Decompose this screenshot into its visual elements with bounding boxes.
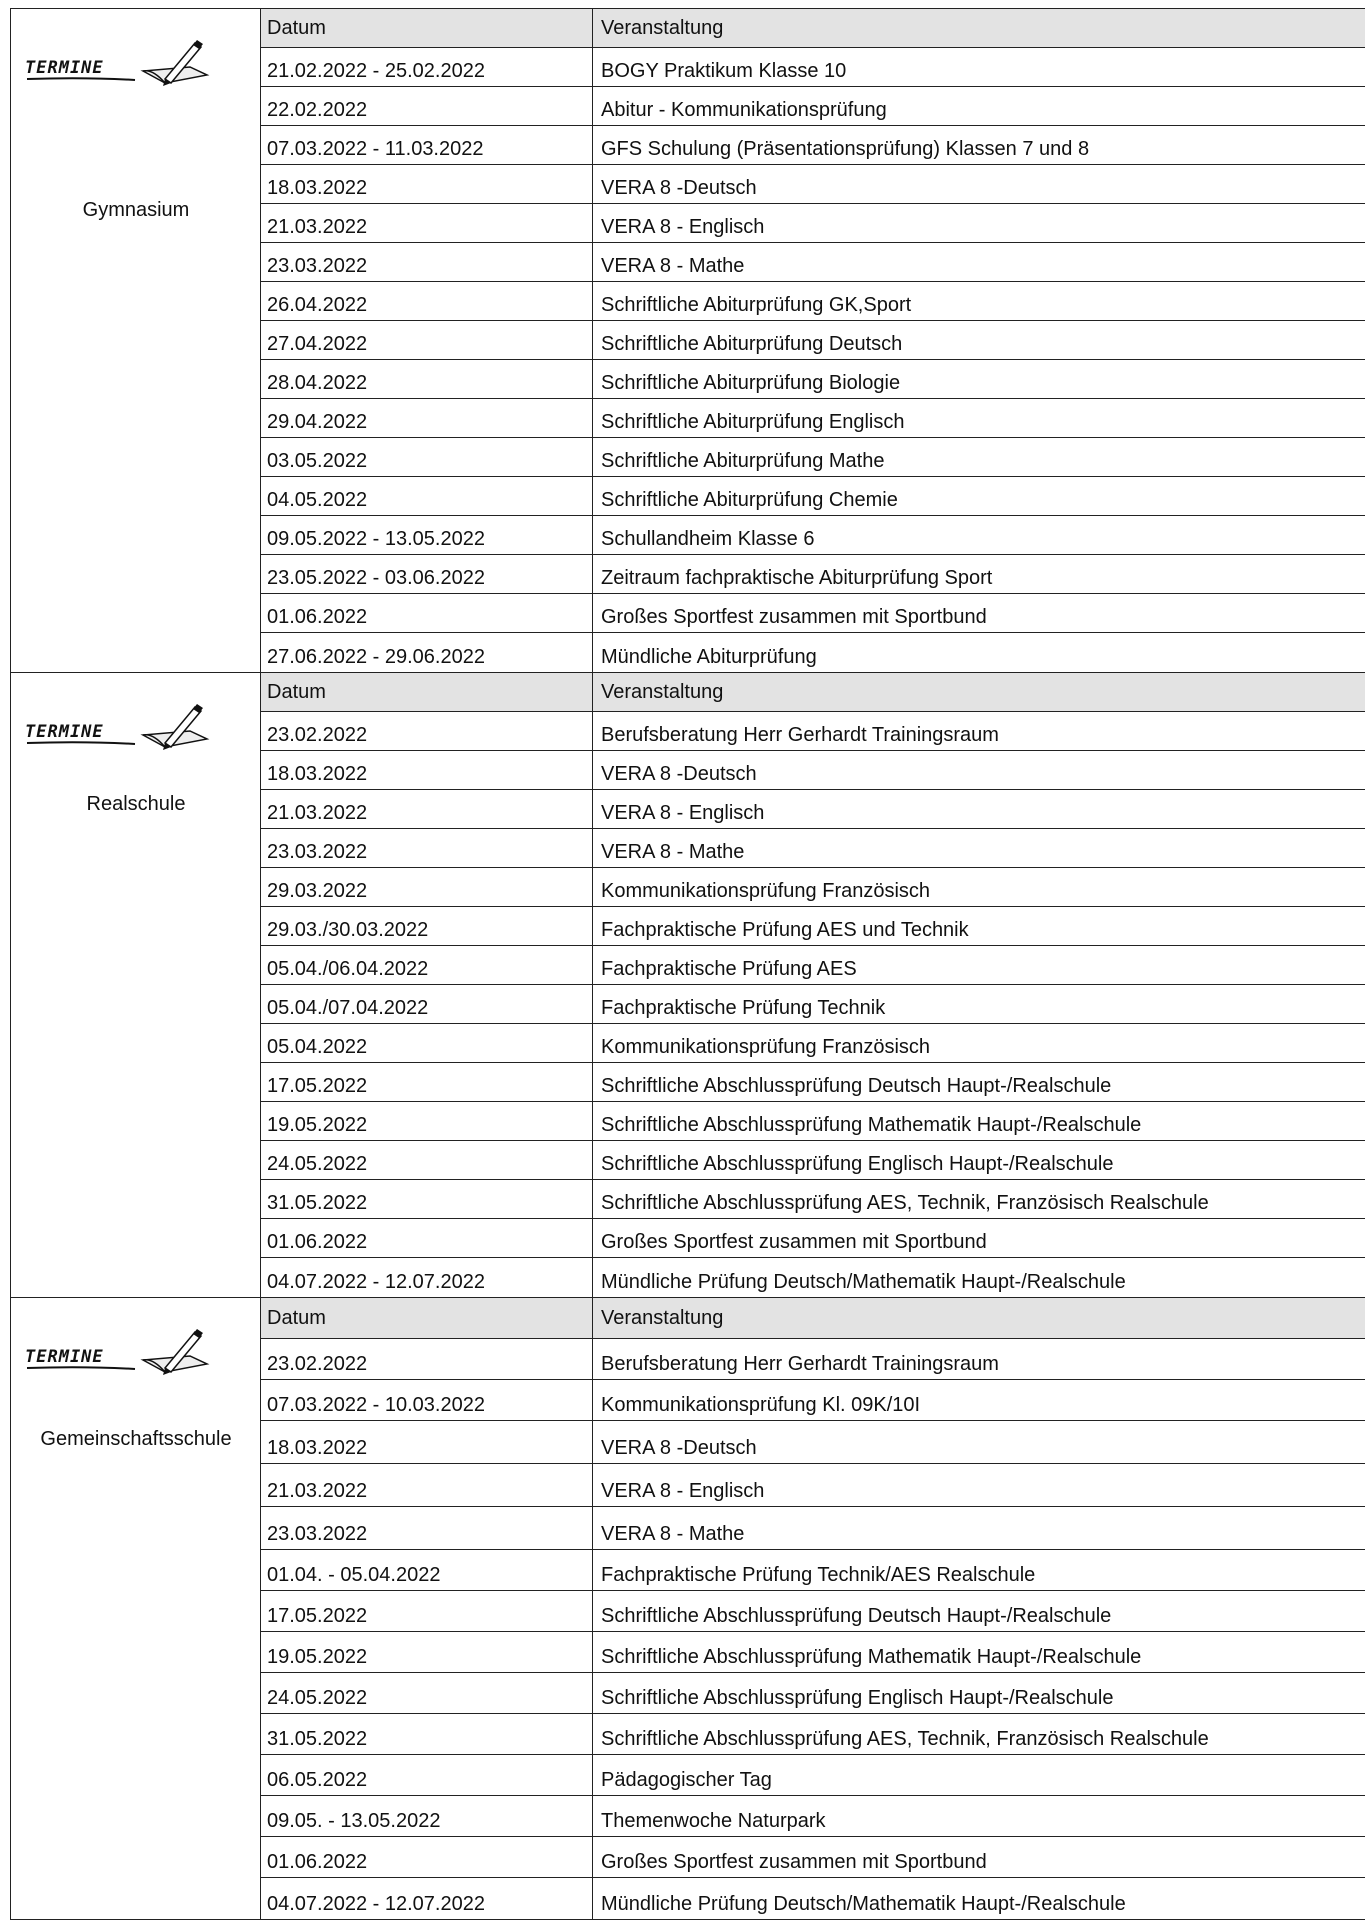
table-row (261, 87, 1365, 126)
table-row (261, 633, 1365, 672)
table-row (261, 1673, 1365, 1714)
date-cell: 01.06.2022 (261, 594, 593, 632)
date-cell: 23.03.2022 (261, 243, 593, 281)
date-cell: 22.02.2022 (261, 87, 593, 125)
date-cell: 27.04.2022 (261, 321, 593, 359)
table-row (261, 204, 1365, 243)
date-cell: 06.05.2022 (261, 1755, 593, 1795)
date-cell: 23.05.2022 - 03.06.2022 (261, 555, 593, 593)
date-cell: 18.03.2022 (261, 751, 593, 789)
date-cell: 05.04./06.04.2022 (261, 946, 593, 984)
date-cell: 01.06.2022 (261, 1219, 593, 1257)
date-cell: 23.02.2022 (261, 712, 593, 750)
table-row (261, 985, 1365, 1024)
table-row (261, 1141, 1365, 1180)
event-cell: Mündliche Abiturprüfung (601, 646, 817, 668)
date-cell: 19.05.2022 (261, 1102, 593, 1140)
event-cell: Schriftliche Abschlussprüfung Englisch Haupt-/Realschule (601, 1687, 1114, 1709)
date-cell: 01.04. - 05.04.2022 (261, 1550, 593, 1590)
date-cell: 23.03.2022 (261, 1507, 593, 1549)
table-row (261, 1258, 1365, 1297)
date-cell: 07.03.2022 - 11.03.2022 (261, 126, 593, 164)
table-row (261, 1219, 1365, 1258)
date-cell: 09.05.2022 - 13.05.2022 (261, 516, 593, 554)
svg-text:TERMINE: TERMINE (25, 58, 104, 78)
date-column-header: Datum (261, 673, 593, 711)
event-cell: Schriftliche Abschlussprüfung Mathematik Haupt-/Realschule (601, 1646, 1142, 1668)
event-cell: Kommunikationsprüfung Französisch (601, 880, 931, 902)
date-cell: 03.05.2022 (261, 438, 593, 476)
event-cell: Fachpraktische Prüfung AES und Technik (601, 919, 969, 941)
event-cell: VERA 8 - Englisch (601, 216, 765, 238)
table-header-row (261, 1298, 1365, 1339)
date-cell: 24.05.2022 (261, 1141, 593, 1179)
svg-text:TERMINE: TERMINE (25, 1347, 104, 1367)
table-row (261, 790, 1365, 829)
event-cell: VERA 8 -Deutsch (601, 1437, 757, 1459)
table-row (261, 282, 1365, 321)
table-row (261, 594, 1365, 633)
date-cell: 04.05.2022 (261, 477, 593, 515)
event-cell: Schriftliche Abiturprüfung Mathe (601, 450, 885, 472)
event-cell: GFS Schulung (Präsentationsprüfung) Klassen 7 und 8 (601, 138, 1090, 160)
date-column-header: Datum (261, 1298, 593, 1338)
table-row (261, 399, 1365, 438)
school-cell (11, 673, 261, 1297)
svg-text:TERMINE: TERMINE (25, 722, 104, 742)
table-row (261, 1550, 1365, 1591)
event-cell: VERA 8 - Englisch (601, 802, 765, 824)
date-cell: 24.05.2022 (261, 1673, 593, 1713)
date-cell: 21.02.2022 - 25.02.2022 (261, 48, 593, 86)
event-column-header: Veranstaltung (601, 1306, 724, 1329)
table-row (261, 1339, 1365, 1380)
event-cell: Schriftliche Abschlussprüfung Englisch Haupt-/Realschule (601, 1153, 1114, 1175)
date-cell: 17.05.2022 (261, 1063, 593, 1101)
date-cell: 17.05.2022 (261, 1591, 593, 1631)
table-row (261, 555, 1365, 594)
table-row (261, 1507, 1365, 1550)
event-cell: Mündliche Prüfung Deutsch/Mathematik Haupt-/Realschule (601, 1271, 1126, 1293)
event-cell: Schriftliche Abschlussprüfung Deutsch Haupt-/Realschule (601, 1075, 1112, 1097)
date-cell: 21.03.2022 (261, 790, 593, 828)
event-cell: Schriftliche Abschlussprüfung AES, Technik, Französisch Realschule (601, 1192, 1209, 1214)
event-column-header: Veranstaltung (601, 680, 724, 703)
date-cell: 07.03.2022 - 10.03.2022 (261, 1380, 593, 1420)
event-cell: Schriftliche Abschlussprüfung Deutsch Haupt-/Realschule (601, 1605, 1112, 1627)
date-cell: 26.04.2022 (261, 282, 593, 320)
table-row (261, 438, 1365, 477)
date-cell: 27.06.2022 - 29.06.2022 (261, 633, 593, 672)
date-cell: 05.04.2022 (261, 1024, 593, 1062)
termine-logo (25, 1328, 215, 1384)
event-cell: Großes Sportfest zusammen mit Sportbund (601, 606, 987, 628)
event-cell: Fachpraktische Prüfung AES (601, 958, 857, 980)
event-cell: Zeitraum fachpraktische Abiturprüfung Sport (601, 567, 993, 589)
event-cell: Schriftliche Abiturprüfung GK,Sport (601, 294, 912, 316)
termine-logo (25, 39, 215, 95)
event-cell: Berufsberatung Herr Gerhardt Trainingsraum (601, 724, 999, 746)
table-row (261, 1180, 1365, 1219)
event-column-header: Veranstaltung (601, 16, 724, 39)
event-cell: Schriftliche Abiturprüfung Biologie (601, 372, 901, 394)
table-row (261, 1796, 1365, 1837)
table-row (261, 1421, 1365, 1464)
date-cell: 29.03.2022 (261, 868, 593, 906)
school-cell (11, 9, 261, 672)
event-cell: Schriftliche Abiturprüfung Deutsch (601, 333, 903, 355)
event-cell: Abitur - Kommunikationsprüfung (601, 99, 887, 121)
schedule-table (10, 8, 1365, 1920)
table-row (261, 243, 1365, 282)
table-header-row (261, 9, 1365, 48)
table-row (261, 48, 1365, 87)
table-row (261, 751, 1365, 790)
table-row (261, 126, 1365, 165)
table-row (261, 165, 1365, 204)
event-cell: Schullandheim Klasse 6 (601, 528, 815, 550)
date-cell: 09.05. - 13.05.2022 (261, 1796, 593, 1836)
event-cell: Schriftliche Abschlussprüfung AES, Technik, Französisch Realschule (601, 1728, 1209, 1750)
table-row (261, 946, 1365, 985)
table-row (261, 1632, 1365, 1673)
date-cell: 23.02.2022 (261, 1339, 593, 1379)
table-header-row (261, 673, 1365, 712)
school-name: Realschule (86, 793, 186, 815)
section-gemeinschaftsschule (10, 1298, 1365, 1920)
table-row (261, 1024, 1365, 1063)
school-name: Gemeinschaftsschule (40, 1428, 232, 1450)
table-row (261, 1063, 1365, 1102)
table-row (261, 1102, 1365, 1141)
school-name: Gymnasium (82, 199, 190, 221)
termine-logo-icon (25, 703, 215, 759)
table-row (261, 360, 1365, 399)
table-row (261, 712, 1365, 751)
table-row (261, 829, 1365, 868)
date-cell: 01.06.2022 (261, 1837, 593, 1877)
table-row (261, 907, 1365, 946)
section-gymnasium (10, 8, 1365, 673)
date-cell: 23.03.2022 (261, 829, 593, 867)
event-cell: VERA 8 - Englisch (601, 1480, 765, 1502)
table-row (261, 1591, 1365, 1632)
event-cell: Schriftliche Abschlussprüfung Mathematik Haupt-/Realschule (601, 1114, 1142, 1136)
event-cell: Großes Sportfest zusammen mit Sportbund (601, 1231, 987, 1253)
event-cell: Berufsberatung Herr Gerhardt Trainingsraum (601, 1353, 999, 1375)
event-cell: VERA 8 - Mathe (601, 841, 745, 863)
date-cell: 19.05.2022 (261, 1632, 593, 1672)
date-cell: 28.04.2022 (261, 360, 593, 398)
event-cell: VERA 8 -Deutsch (601, 763, 757, 785)
date-cell: 29.04.2022 (261, 399, 593, 437)
date-cell: 21.03.2022 (261, 204, 593, 242)
table-row (261, 516, 1365, 555)
date-cell: 18.03.2022 (261, 1421, 593, 1463)
date-cell: 05.04./07.04.2022 (261, 985, 593, 1023)
date-cell: 04.07.2022 - 12.07.2022 (261, 1258, 593, 1297)
table-row (261, 1714, 1365, 1755)
table-row (261, 1464, 1365, 1507)
date-cell: 31.05.2022 (261, 1714, 593, 1754)
table-row (261, 1755, 1365, 1796)
event-cell: Großes Sportfest zusammen mit Sportbund (601, 1851, 987, 1873)
date-cell: 31.05.2022 (261, 1180, 593, 1218)
event-cell: Themenwoche Naturpark (601, 1810, 826, 1832)
event-cell: VERA 8 - Mathe (601, 255, 745, 277)
school-cell (11, 1298, 261, 1919)
table-row (261, 1878, 1365, 1919)
event-cell: Kommunikationsprüfung Kl. 09K/10I (601, 1394, 921, 1416)
table-row (261, 477, 1365, 516)
date-cell: 21.03.2022 (261, 1464, 593, 1506)
date-cell: 04.07.2022 - 12.07.2022 (261, 1878, 593, 1919)
table-row (261, 1837, 1365, 1878)
event-cell: Kommunikationsprüfung Französisch (601, 1036, 931, 1058)
event-cell: Schriftliche Abiturprüfung Chemie (601, 489, 898, 511)
termine-logo-icon (25, 39, 215, 95)
date-column-header: Datum (261, 9, 593, 47)
table-row (261, 1380, 1365, 1421)
event-cell: Mündliche Prüfung Deutsch/Mathematik Haupt-/Realschule (601, 1893, 1126, 1915)
event-cell: Schriftliche Abiturprüfung Englisch (601, 411, 905, 433)
event-cell: BOGY Praktikum Klasse 10 (601, 60, 847, 82)
table-row (261, 868, 1365, 907)
termine-logo-icon (25, 1328, 215, 1384)
event-cell: Pädagogischer Tag (601, 1769, 772, 1791)
event-cell: VERA 8 -Deutsch (601, 177, 757, 199)
section-realschule (10, 673, 1365, 1298)
event-cell: Fachpraktische Prüfung Technik (601, 997, 886, 1019)
date-cell: 29.03./30.03.2022 (261, 907, 593, 945)
event-cell: VERA 8 - Mathe (601, 1523, 745, 1545)
termine-logo (25, 703, 215, 759)
event-cell: Fachpraktische Prüfung Technik/AES Realschule (601, 1564, 1036, 1586)
date-cell: 18.03.2022 (261, 165, 593, 203)
table-row (261, 321, 1365, 360)
